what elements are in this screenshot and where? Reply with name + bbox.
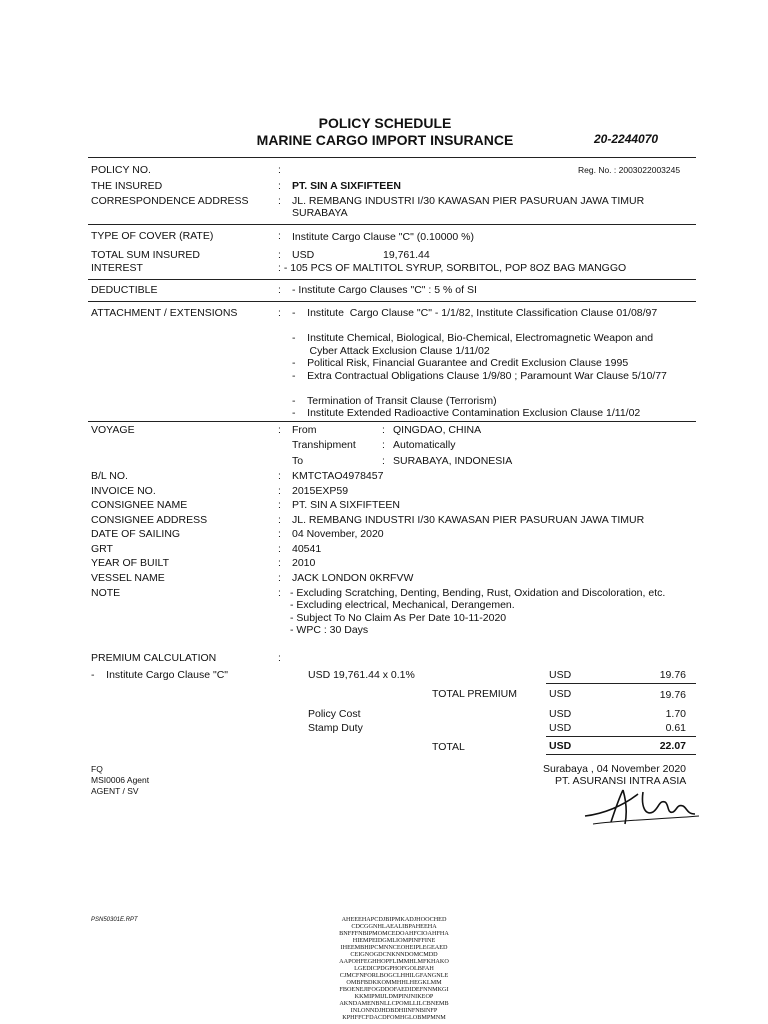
hash-line: FBOENEJIFOGDDOFAEDIDEFNNMKGI: [339, 986, 449, 993]
colon: :: [382, 424, 385, 436]
attachment-item: - Institute Extended Radioactive Contamination Exclusion Clause 1/11/02: [292, 407, 641, 419]
hash-line: LGEDICPDGPHOFGOLBFAH: [354, 965, 434, 972]
colon: :: [382, 439, 385, 451]
total-premium-amount: 19.76: [659, 689, 686, 701]
sum-amount: 19,761.44: [383, 249, 430, 261]
colon: :: [278, 572, 281, 584]
premium-calc: USD 19,761.44 x 0.1%: [308, 669, 415, 681]
attachment-item: Cyber Attack Exclusion Clause 1/11/02: [292, 345, 490, 357]
colon: :: [278, 180, 281, 192]
total-label: TOTAL: [432, 741, 465, 753]
hash-line: AKNDAMENBNLLCPOMLLILCBNEMB: [339, 1000, 449, 1007]
reg-no: Reg. No. : 2003022003245: [578, 165, 681, 175]
note-label: NOTE: [91, 587, 121, 599]
title-marine-cargo: MARINE CARGO IMPORT INSURANCE: [256, 132, 514, 148]
policy-number: 20-2244070: [594, 132, 659, 146]
attachments-label: ATTACHMENT / EXTENSIONS: [91, 307, 238, 319]
colon: :: [278, 485, 281, 497]
hash-line: AAPOHFEGHHOPFLIMMHLMFKHAKO: [339, 958, 449, 965]
hash-line: CEIGNOGDCNKNNDOMCMDD: [350, 951, 438, 958]
stamp-duty-amount: 0.61: [665, 722, 686, 734]
attachment-item: - Political Risk, Financial Guarantee and Credit Exclusion Clause 1995: [292, 357, 629, 369]
divider: [88, 301, 696, 302]
built-label: YEAR OF BUILT: [91, 557, 169, 569]
colon: :: [278, 284, 281, 296]
total-currency: USD: [549, 740, 572, 752]
colon: :: [278, 528, 281, 540]
report-id: PSN50301E.RPT: [91, 917, 138, 923]
footer-code-3: AGENT / SV: [91, 786, 139, 796]
note-line: - Excluding Scratching, Denting, Bending, Rust, Oxidation and Discoloration, etc.: [290, 587, 666, 599]
voyage-to-label: To: [292, 455, 304, 467]
colon: :: [278, 514, 281, 526]
attachment-item: - Institute Cargo Clause "C" - 1/1/82, Institute Classification Clause 01/08/97: [292, 307, 658, 319]
title-policy-schedule: POLICY SCHEDULE: [318, 115, 452, 131]
premium-label: PREMIUM CALCULATION: [91, 652, 217, 664]
note-line: - Excluding electrical, Mechanical, Derangemen.: [290, 599, 515, 611]
colon: :: [278, 652, 281, 664]
grt-label: GRT: [91, 543, 113, 555]
divider: [546, 683, 696, 684]
voyage-to: SURABAYA, INDONESIA: [393, 455, 513, 467]
bl-value: KMTCTAO4978457: [292, 470, 384, 482]
verification-hash: [330, 916, 458, 1021]
colon: :: [278, 499, 281, 511]
sailing-label: DATE OF SAILING: [91, 528, 181, 540]
colon: :: [382, 455, 385, 467]
divider: [88, 421, 696, 422]
footer-code-1: FQ: [91, 764, 103, 774]
invoice-value: 2015EXP59: [292, 485, 349, 497]
colon: :: [278, 230, 281, 242]
policy-cost-label: Policy Cost: [308, 708, 361, 720]
premium-amount: 19.76: [659, 669, 686, 681]
stamp-duty-label: Stamp Duty: [308, 722, 363, 734]
voyage-transhipment-label: Transhipment: [292, 439, 356, 451]
note-line: - WPC : 30 Days: [290, 624, 369, 636]
policy-cost-amount: 1.70: [665, 708, 686, 720]
total-premium-label: TOTAL PREMIUM: [432, 688, 517, 700]
divider: [88, 224, 696, 225]
consignee-value: PT. SIN A SIXFIFTEEN: [292, 499, 400, 511]
attachment-item: - Institute Chemical, Biological, Bio-Chemical, Electromagnetic Weapon and: [292, 332, 654, 344]
voyage-from: QINGDAO, CHINA: [393, 424, 482, 436]
colon: :: [278, 249, 281, 261]
premium-currency: USD: [549, 669, 572, 681]
hash-line: AHEEEHAPCDJBIPMKADJHOOCHED: [341, 916, 447, 923]
hash-line: KKMIPMIJLDMPINJNIKEOP: [354, 993, 434, 1000]
vessel-value: JACK LONDON 0KRFVW: [292, 572, 414, 584]
grt-value: 40541: [292, 543, 322, 555]
consignee-address-label: CONSIGNEE ADDRESS: [91, 514, 208, 526]
colon: :: [278, 543, 281, 555]
colon: :: [278, 307, 281, 319]
interest-value: : - 105 PCS OF MALTITOL SYRUP, SORBITOL, POP 8OZ BAG MANGGO: [278, 262, 627, 274]
colon: :: [278, 164, 281, 176]
hash-line: IHEEMBHIPCMNNCEOHEIPLEGEAED: [340, 944, 448, 951]
bl-label: B/L NO.: [91, 470, 128, 482]
policy-no-label: POLICY NO.: [91, 164, 151, 176]
signature: [583, 786, 701, 828]
insured-value: PT. SIN A SIXFIFTEEN: [292, 180, 401, 192]
policy-cost-currency: USD: [549, 708, 572, 720]
colon: :: [278, 424, 281, 436]
built-value: 2010: [292, 557, 316, 569]
hash-line: HIEMPEIDGMLIOMPINFFINE: [352, 937, 436, 944]
voyage-label: VOYAGE: [91, 424, 135, 436]
invoice-label: INVOICE NO.: [91, 485, 156, 497]
insured-label: THE INSURED: [91, 180, 163, 192]
sum-currency: USD: [292, 249, 315, 261]
deductible-label: DEDUCTIBLE: [91, 284, 158, 296]
colon: :: [278, 195, 281, 207]
attachment-item: - Termination of Transit Clause (Terrorism): [292, 395, 497, 407]
premium-clause: - Institute Cargo Clause "C": [91, 669, 229, 681]
deductible-value: - Institute Cargo Clauses "C" : 5 % of SI: [292, 284, 477, 296]
hash-line: BNFFFNBIPMOMCEDOAHFCIOAHFHA: [339, 930, 449, 937]
divider: [88, 279, 696, 280]
sum-insured-label: TOTAL SUM INSURED: [91, 249, 200, 261]
address-line-1: JL. REMBANG INDUSTRI I/30 KAWASAN PIER PASURUAN JAWA TIMUR: [292, 195, 645, 207]
voyage-from-label: From: [292, 424, 317, 436]
hash-line: KPHFFCFDACDFOMHGLOBMPMNM: [342, 1014, 446, 1021]
consignee-label: CONSIGNEE NAME: [91, 499, 188, 511]
attachment-item: - Extra Contractual Obligations Clause 1/9/80 ; Paramount War Clause 5/10/77: [292, 370, 667, 382]
hash-line: CJMCFNFORLBOGCLHHILGFANGNLE: [339, 972, 449, 979]
address-label: CORRESPONDENCE ADDRESS: [91, 195, 249, 207]
cover-value: Institute Cargo Clause "C" (0.10000 %): [292, 231, 474, 243]
cover-label: TYPE OF COVER (RATE): [91, 230, 214, 242]
colon: :: [278, 470, 281, 482]
company-name: PT. ASURANSI INTRA ASIA: [555, 775, 687, 787]
place-date: Surabaya , 04 November 2020: [543, 763, 687, 775]
sailing-value: 04 November, 2020: [292, 528, 384, 540]
divider: [546, 736, 696, 737]
hash-line: OMBFBDKKOMMHHLHEGKLMM: [346, 979, 442, 986]
address-line-2: SURABAYA: [292, 207, 348, 219]
colon: :: [278, 557, 281, 569]
consignee-address-value: JL. REMBANG INDUSTRI I/30 KAWASAN PIER PASURUAN JAWA TIMUR: [292, 514, 645, 526]
vessel-label: VESSEL NAME: [91, 572, 165, 584]
divider: [546, 754, 696, 755]
divider: [88, 157, 696, 158]
total-premium-currency: USD: [549, 688, 572, 700]
voyage-transhipment: Automatically: [393, 439, 456, 451]
hash-line: CDCGGNHLAEALIBPAHEEHA: [351, 923, 437, 930]
interest-label: INTEREST: [91, 262, 143, 274]
note-line: - Subject To No Claim As Per Date 10-11-2020: [290, 612, 507, 624]
footer-code-2: MSI0006 Agent: [91, 775, 150, 785]
total-amount: 22.07: [659, 740, 686, 752]
stamp-duty-currency: USD: [549, 722, 572, 734]
colon: :: [278, 587, 281, 599]
hash-line: INLONNDJHDBDHIINFNBINFP: [350, 1007, 438, 1014]
